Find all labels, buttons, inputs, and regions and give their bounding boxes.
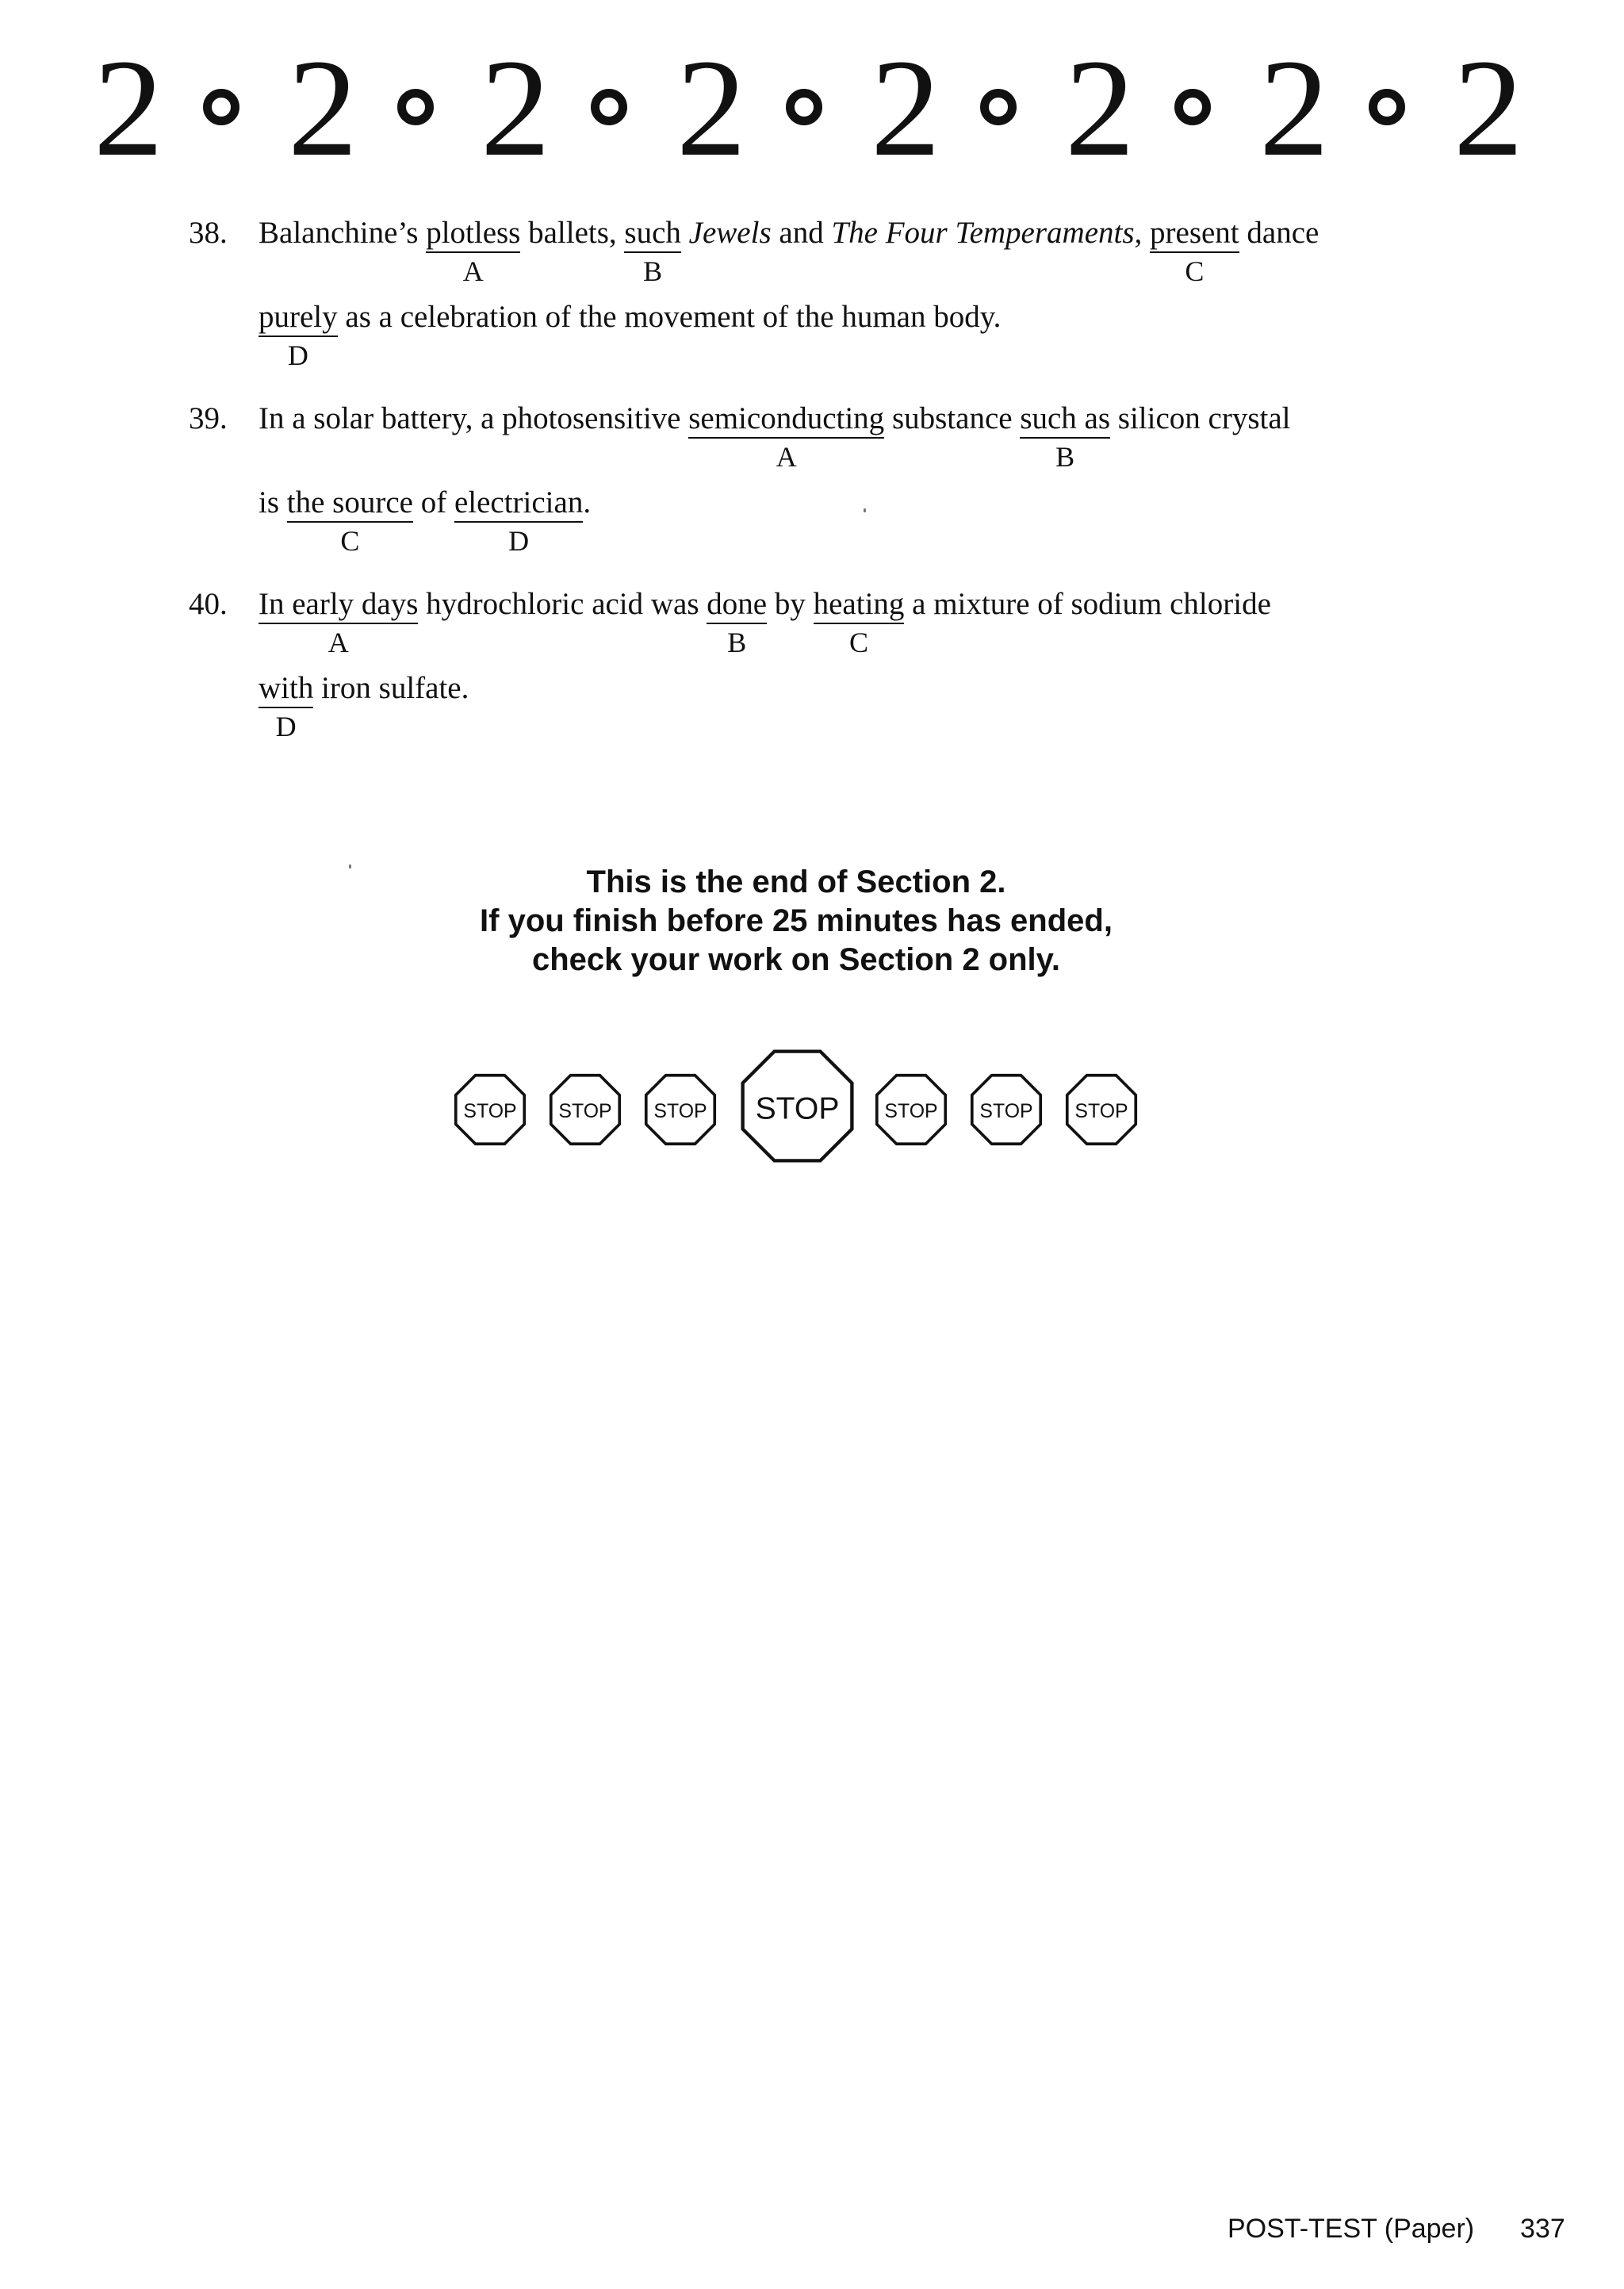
octagon-shape [1065,1073,1138,1146]
question-line [259,585,1271,658]
stop-sign-row [0,1049,1624,1168]
question-text: iron sulfate. [313,671,469,705]
stop-label: STOP [755,1091,840,1126]
underlined-option-d [259,299,338,371]
question-text: and [771,216,832,250]
option-letter-d: D [275,711,297,742]
underlined-option-b [707,586,768,658]
stop-sign-icon [1065,1073,1138,1146]
question-line [259,214,1320,287]
print-speck [864,508,866,512]
option-letter-b: B [643,255,663,287]
question-text [681,216,689,250]
question-line [259,400,1291,473]
question-line [259,298,1002,371]
question-text: as a celebration of the movement of the human body. [337,300,1002,334]
circle-icon [1369,89,1405,125]
underlined-option-b [624,215,681,287]
end-of-section-message [416,863,1177,980]
page-number: 337 [1520,2214,1565,2244]
section-number-digit: 2 [676,31,746,186]
option-a-text: plotless [426,216,521,250]
octagon-shape [740,1049,855,1164]
question-number: 38. [189,216,228,250]
octagon-shape [549,1073,622,1146]
question-number: 39. [189,401,228,435]
stop-sign-icon [454,1073,527,1146]
circle-icon [1174,89,1211,125]
option-b-text: such [624,216,681,250]
question-text: a mixture of sodium chloride [904,587,1271,621]
option-letter-c: C [340,525,360,557]
ballet-title-four-temperaments: The Four Temperaments, [831,216,1143,250]
stop-sign-icon [875,1073,948,1146]
print-speck [349,865,351,868]
underlined-option-a [259,586,419,658]
option-letter-b: B [1055,441,1075,473]
octagon-shape [644,1073,717,1146]
question-number: 40. [189,587,228,621]
underlined-option-a [426,215,521,287]
option-a-text: In early days [259,587,419,621]
circle-icon [591,89,627,125]
option-b-text: done [707,587,768,621]
stop-sign-icon [549,1073,622,1146]
question-text: of [412,485,454,520]
section-number-digit: 2 [1065,31,1135,186]
question-line [259,484,592,557]
option-letter-b: B [727,627,747,658]
question-text: Balanchine’s [259,216,427,250]
ballet-title-jewels: Jewels [688,216,772,250]
circle-icon [786,89,822,125]
circle-icon [980,89,1017,125]
question-text: substance [884,401,1021,435]
option-a-text: semiconducting [688,401,885,435]
question-text: is [259,485,287,520]
stop-label: STOP [558,1101,612,1123]
question-text: hydrochloric acid was [418,587,707,621]
question-text: In a solar battery, a photosensitive [259,401,689,435]
stop-label: STOP [463,1101,517,1123]
option-letter-d: D [287,339,308,371]
option-c-text: heating [813,587,905,621]
stop-label: STOP [884,1101,938,1123]
underlined-option-d [454,485,584,557]
question-text: dance [1239,216,1320,250]
stop-sign-icon [644,1073,717,1146]
underlined-option-b [1020,401,1111,473]
option-letter-a: A [327,627,349,658]
end-message-line: check your work on Section 2 only. [531,942,1061,977]
stop-label: STOP [1074,1101,1128,1123]
option-d-text: with [259,671,314,705]
option-c-text: present [1150,216,1239,250]
circle-icon [397,89,434,125]
circle-icon [203,89,239,125]
end-message-line: If you finish before 25 minutes has ended, [480,903,1113,938]
underlined-option-d [259,670,314,742]
stop-sign-icon [970,1073,1043,1146]
question-text: silicon crystal [1110,401,1291,435]
option-letter-c: C [1185,255,1205,287]
option-letter-a: A [462,255,484,287]
option-c-text: the source [286,485,413,520]
octagon-shape [454,1073,527,1146]
option-d-text: electrician [454,485,584,520]
section-number-digit: 2 [94,31,163,186]
question-text: by [767,587,814,621]
question-text: ballets, [520,216,625,250]
underlined-option-c [813,586,905,658]
question-line [259,669,469,742]
section-number-digit: 2 [1454,31,1523,186]
underlined-option-c [286,485,413,557]
option-letter-a: A [776,441,797,473]
stop-label: STOP [653,1101,707,1123]
section-number-digit: 2 [288,31,358,186]
running-footer-label: POST-TEST (Paper) [1228,2214,1475,2244]
option-d-text: purely [259,300,338,334]
section-header-band [94,31,1523,186]
octagon-shape [970,1073,1043,1146]
end-message-line: This is the end of Section 2. [586,865,1006,899]
option-letter-c: C [849,627,869,658]
option-letter-d: D [508,525,530,557]
stop-sign-icon-large [740,1049,855,1164]
underlined-option-c [1150,215,1239,287]
option-b-text: such as [1020,401,1111,435]
question-text: . [583,485,592,520]
question-text [1142,216,1150,250]
section-number-digit: 2 [481,31,550,186]
section-number-digit: 2 [1259,31,1329,186]
octagon-shape [875,1073,948,1146]
section-number-digit: 2 [871,31,940,186]
underlined-option-a [688,401,885,473]
stop-label: STOP [979,1101,1033,1123]
